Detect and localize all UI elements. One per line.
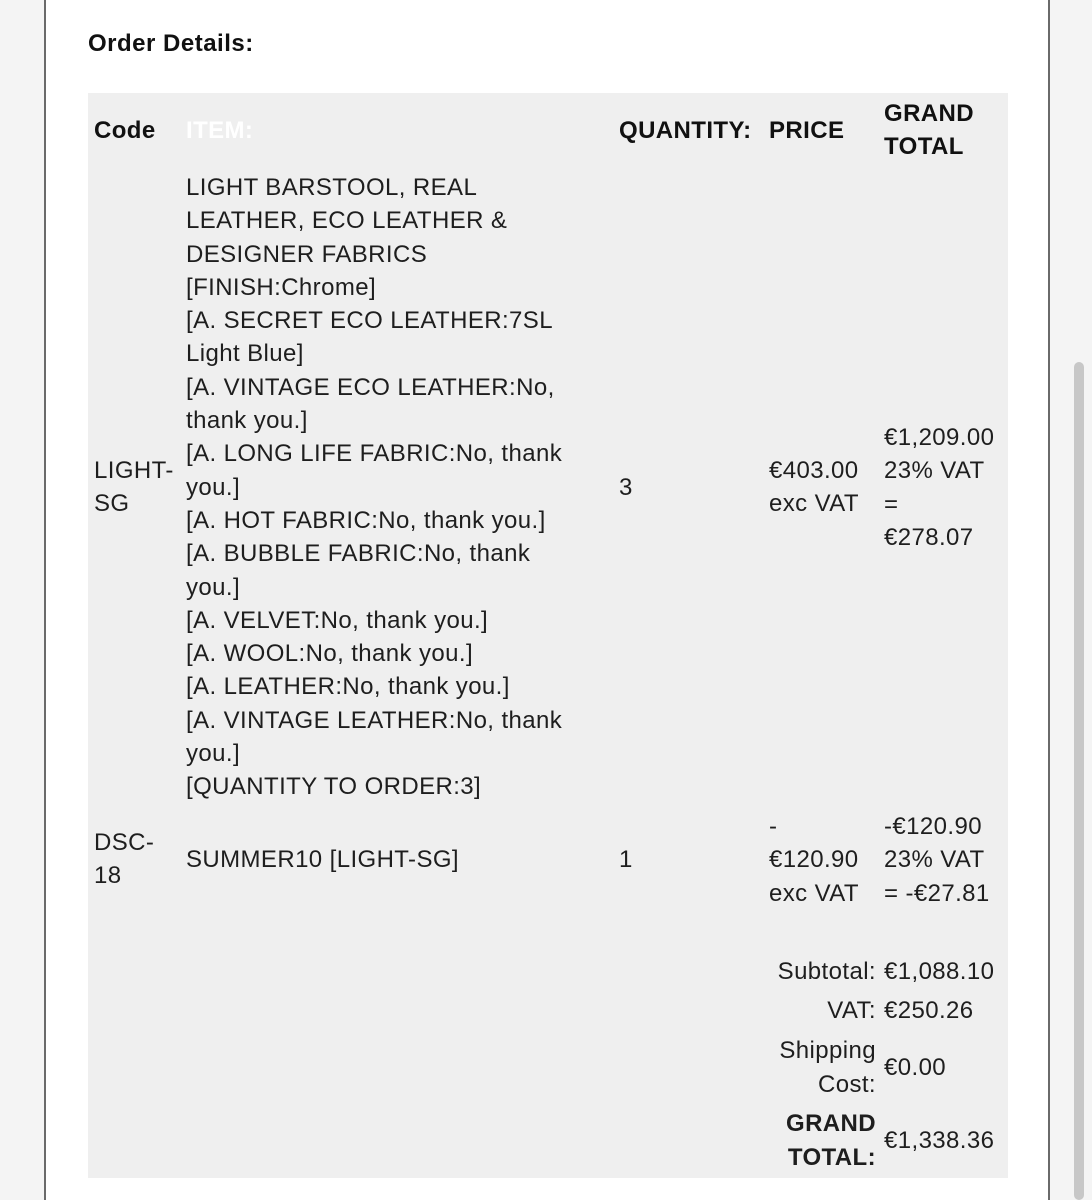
text-line: €278.07	[884, 523, 974, 551]
text-line: [A. LONG LIFE FABRIC:No, thank	[186, 440, 563, 468]
header-grand-total	[884, 97, 974, 164]
text-line: you.]	[186, 740, 241, 768]
text-line: =	[884, 490, 899, 518]
text-line: [A. SECRET ECO LEATHER:7SL	[186, 307, 553, 335]
vat-value: €250.26	[884, 997, 974, 1024]
row-1-grand-total	[884, 421, 994, 554]
text-line: -	[769, 813, 778, 840]
text-line: thank you.]	[186, 407, 308, 435]
text-line: LEATHER, ECO LEATHER &	[186, 207, 508, 235]
row-1-code	[94, 454, 174, 521]
text-line: €120.90	[769, 846, 859, 874]
order-page	[44, 0, 1050, 1200]
text-line: SUMMER10 [LIGHT-SG]	[186, 846, 459, 873]
row-2-price	[769, 810, 859, 910]
subtotal-value: €1,088.10	[884, 958, 995, 985]
text-line: exc VAT	[769, 879, 859, 907]
text-line: LIGHT-	[94, 457, 174, 484]
text-line: = -€27.81	[884, 879, 990, 907]
text-line: [A. VINTAGE LEATHER:No, thank	[186, 706, 563, 734]
text-line: 23% VAT	[884, 457, 985, 485]
shipping-label	[748, 1034, 876, 1102]
text-line: DESIGNER FABRICS	[186, 240, 428, 268]
text-line: 18	[94, 862, 122, 890]
vat-label	[748, 994, 876, 1027]
text-line: exc VAT	[769, 490, 859, 518]
grand-total-value: €1,338.36	[884, 1127, 995, 1154]
text-line: -€120.90	[884, 813, 982, 840]
text-line: 23% VAT	[884, 846, 985, 874]
text-line: [A. VELVET:No, thank you.]	[186, 606, 489, 634]
header-quantity: QUANTITY:	[619, 117, 752, 144]
text-line: TOTAL	[884, 133, 964, 161]
text-line: Light Blue]	[186, 340, 304, 368]
text-line: [A. WOOL:No, thank you.]	[186, 640, 474, 668]
text-line: Cost:	[817, 1071, 876, 1098]
header-price: PRICE	[769, 117, 845, 144]
grand-total-label	[748, 1107, 876, 1175]
text-line: Shipping	[779, 1037, 876, 1064]
order-table	[88, 93, 1008, 1178]
header-code: Code	[94, 117, 156, 144]
row-1-item	[186, 171, 562, 804]
shipping-value: €0.00	[884, 1054, 947, 1081]
text-line: [FINISH:Chrome]	[186, 273, 377, 301]
row-1-price	[769, 454, 859, 521]
header-item: ITEM:	[186, 117, 254, 144]
text-line: LIGHT BARSTOOL, REAL	[186, 174, 478, 201]
text-line: DSC-	[94, 829, 155, 856]
text-line: GRAND	[786, 1110, 876, 1137]
row-1-quantity: 3	[619, 474, 633, 501]
vertical-scrollbar[interactable]	[1074, 362, 1084, 1200]
text-line: you.]	[186, 473, 241, 501]
row-2-code	[94, 826, 154, 893]
subtotal-label	[748, 955, 876, 988]
text-line: you.]	[186, 573, 241, 601]
text-line: TOTAL:	[787, 1144, 876, 1171]
text-line: GRAND	[884, 100, 974, 127]
row-2-grand-total	[884, 810, 990, 910]
text-line: €1,209.00	[884, 424, 995, 451]
text-line: €403.00	[769, 457, 859, 484]
text-line: [A. VINTAGE ECO LEATHER:No,	[186, 373, 555, 401]
order-details-heading: Order Details:	[88, 30, 254, 57]
text-line: SG	[94, 490, 130, 518]
row-2-item	[186, 843, 459, 876]
text-line: [A. HOT FABRIC:No, thank you.]	[186, 506, 546, 534]
text-line: [A. LEATHER:No, thank you.]	[186, 673, 510, 701]
text-line: VAT:	[827, 997, 876, 1024]
text-line: Subtotal:	[777, 958, 876, 985]
text-line: [QUANTITY TO ORDER:3]	[186, 773, 482, 801]
text-line: [A. BUBBLE FABRIC:No, thank	[186, 540, 531, 568]
row-2-quantity: 1	[619, 846, 633, 873]
